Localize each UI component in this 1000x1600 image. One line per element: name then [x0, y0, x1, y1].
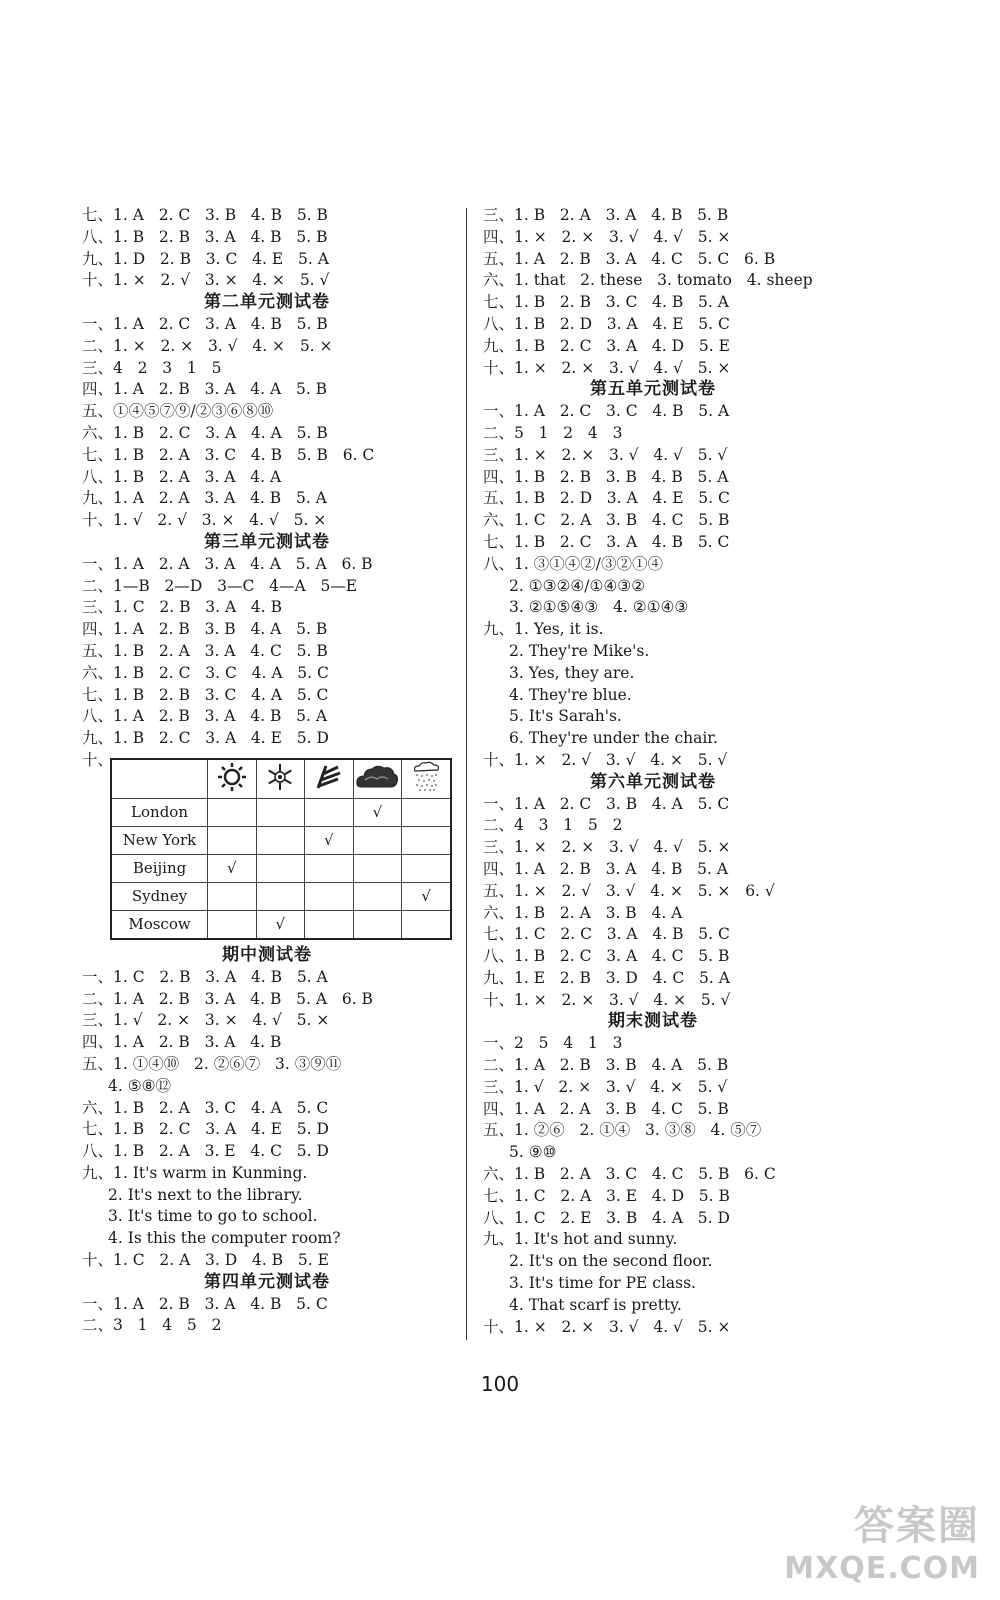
answer-line: 三、1. C 2. B 3. A 4. B [82, 598, 283, 617]
answer-line: 八、1. B 2. C 3. A 4. C 5. B [483, 947, 730, 966]
answer-line: 九、1. B 2. C 3. A 4. D 5. E [483, 336, 730, 355]
weather-table-header [111, 759, 451, 799]
check-cell [353, 826, 402, 854]
answer-line: 5. It's Sarah's. [509, 707, 622, 726]
answer-line: 三、1. × 2. × 3. √ 4. √ 5. √ [483, 445, 728, 464]
city-name: New York [111, 826, 208, 854]
weather-table [110, 758, 452, 940]
section-title: 期中测试卷 [222, 944, 312, 965]
answer-line: 七、1. C 2. C 3. A 4. B 5. C [483, 925, 730, 944]
cloudy-icon [353, 759, 402, 799]
answer-line: 二、1—B 2—D 3—C 4—A 5—E [82, 576, 358, 595]
answer-line: 四、1. A 2. B 3. A 4. B 5. A [483, 859, 729, 878]
answer-line: 四、1. A 2. A 3. B 4. C 5. B [483, 1099, 729, 1118]
answer-line: 四、1. × 2. × 3. √ 4. √ 5. × [483, 227, 731, 246]
answer-line: 5. ⑨⑩ [509, 1143, 557, 1162]
answer-line: 六、1. C 2. A 3. B 4. C 5. B [483, 511, 730, 530]
windy-icon [305, 759, 353, 799]
answer-line: 九、1. A 2. A 3. A 4. B 5. A [82, 489, 327, 508]
answer-line: 十、1. C 2. A 3. D 4. B 5. E [82, 1251, 329, 1270]
answer-line: 七、1. B 2. B 3. C 4. A 5. C [82, 685, 329, 704]
section-title: 第五单元测试卷 [590, 379, 716, 400]
answer-line: 一、1. A 2. C 3. B 4. A 5. C [483, 794, 730, 813]
answer-line: 八、1. B 2. A 3. A 4. A [82, 467, 282, 486]
section-title: 期末测试卷 [608, 1011, 698, 1032]
check-cell [305, 854, 353, 882]
answer-line: 九、1. It's warm in Kunming. [82, 1163, 308, 1182]
answer-line: 一、2 5 4 1 3 [483, 1034, 623, 1053]
check-cell [256, 798, 304, 826]
city-name: Beijing [111, 854, 208, 882]
answer-line: 五、①④⑤⑦⑨/②③⑥⑧⑩ [82, 402, 274, 421]
answer-line: 三、4 2 3 1 5 [82, 358, 222, 377]
answer-line: 2. ①③②④/①④③② [509, 576, 646, 595]
answer-line: 四、1. A 2. B 3. A 4. A 5. B [82, 380, 328, 399]
check-cell [208, 798, 256, 826]
check-cell: √ [256, 910, 304, 939]
check-cell: √ [305, 826, 353, 854]
answer-line: 八、1. B 2. B 3. A 4. B 5. B [82, 227, 328, 246]
answer-line: 六、1. B 2. A 3. C 4. A 5. C [82, 1098, 329, 1117]
answer-line: 七、1. B 2. C 3. A 4. B 5. C [483, 532, 730, 551]
answer-line: 六、1. that 2. these 3. tomato 4. sheep [483, 271, 813, 290]
answer-line: 4. ⑤⑧⑫ [108, 1076, 172, 1095]
check-cell [208, 826, 256, 854]
answer-line: 十、1. × 2. × 3. √ 4. × 5. √ [483, 990, 731, 1009]
check-cell [256, 826, 304, 854]
answer-line: 二、1. × 2. × 3. √ 4. × 5. × [82, 336, 333, 355]
answer-line: 四、1. A 2. B 3. B 4. A 5. B [82, 620, 328, 639]
answer-line: 九、1. D 2. B 3. C 4. E 5. A [82, 249, 329, 268]
check-cell [208, 910, 256, 939]
answer-line: 三、1. B 2. A 3. A 4. B 5. B [483, 206, 729, 224]
snowy-icon [256, 759, 304, 799]
answer-line: 3. It's time to go to school. [108, 1207, 318, 1226]
answer-line: 二、3 1 4 5 2 [82, 1316, 222, 1335]
answer-line: 五、1. ①④⑩ 2. ②⑥⑦ 3. ③⑨⑪ [82, 1054, 342, 1073]
answer-line: 十、1. × 2. × 3. √ 4. √ 5. × [483, 1317, 731, 1336]
answer-line: 十、1. × 2. × 3. √ 4. √ 5. × [483, 358, 731, 377]
answer-line: 九、1. B 2. C 3. A 4. E 5. D [82, 729, 329, 748]
check-cell: √ [353, 798, 402, 826]
answer-line: 十、1. √ 2. √ 3. × 4. √ 5. × [82, 511, 327, 530]
answer-line: 九、1. E 2. B 3. D 4. C 5. A [483, 968, 730, 987]
answer-line: 八、1. B 2. D 3. A 4. E 5. C [483, 314, 730, 333]
check-cell [305, 910, 353, 939]
check-cell [353, 882, 402, 910]
section-title: 第四单元测试卷 [204, 1271, 330, 1292]
right-column [483, 205, 823, 1338]
answer-line: 六、1. B 2. A 3. B 4. A [483, 903, 683, 922]
answer-line: 二、1. A 2. B 3. A 4. B 5. A 6. B [82, 989, 373, 1008]
check-cell [208, 882, 256, 910]
watermark [784, 1494, 980, 1586]
answer-line: 四、1. B 2. B 3. B 4. B 5. A [483, 467, 729, 486]
answer-line: 四、1. A 2. B 3. A 4. B [82, 1033, 282, 1052]
column-divider [466, 208, 467, 1340]
answer-line: 五、1. A 2. B 3. A 4. C 5. C 6. B [483, 249, 776, 268]
table-row [111, 910, 451, 939]
answer-line: 八、1. ③①④②/③②①④ [483, 554, 663, 573]
answer-line: 八、1. A 2. B 3. A 4. B 5. A [82, 707, 328, 726]
check-cell [256, 882, 304, 910]
answer-line: 4. They're blue. [509, 685, 632, 704]
watermark-logo-text: 答案圈 [854, 1503, 980, 1549]
answer-line: 2. It's next to the library. [108, 1185, 303, 1204]
answer-line: 八、1. B 2. A 3. E 4. C 5. D [82, 1142, 329, 1161]
answer-line: 五、1. B 2. A 3. A 4. C 5. B [82, 641, 328, 660]
answer-line: 七、1. B 2. A 3. C 4. B 5. B 6. C [82, 445, 375, 464]
answer-line: 二、5 1 2 4 3 [483, 423, 623, 442]
answer-line: 八、1. C 2. E 3. B 4. A 5. D [483, 1208, 730, 1227]
check-cell [353, 854, 402, 882]
answer-line: 六、1. B 2. C 3. C 4. A 5. C [82, 663, 329, 682]
answer-line: 6. They're under the chair. [509, 729, 718, 748]
table-row [111, 826, 451, 854]
section-title: 第三单元测试卷 [204, 531, 330, 552]
section-title: 第六单元测试卷 [590, 771, 716, 792]
answer-line: 一、1. A 2. C 3. A 4. B 5. B [82, 314, 328, 333]
check-cell [256, 854, 304, 882]
answer-line: 三、1. √ 2. × 3. × 4. √ 5. × [82, 1011, 330, 1030]
answer-line: 4. Is this the computer room? [108, 1229, 341, 1248]
answer-line: 一、1. A 2. B 3. A 4. B 5. C [82, 1294, 328, 1313]
answer-line: 3. It's time for PE class. [509, 1274, 696, 1293]
answer-line: 3. ②①⑤④③ 4. ②①④③ [509, 598, 689, 617]
check-cell [402, 910, 451, 939]
answer-line: 七、1. C 2. A 3. E 4. D 5. B [483, 1186, 730, 1205]
answer-line: 五、1. × 2. √ 3. √ 4. × 5. × 6. √ [483, 881, 775, 900]
answer-line: 一、1. A 2. A 3. A 4. A 5. A 6. B [82, 554, 373, 573]
weather-table-section [82, 750, 452, 945]
check-cell [402, 826, 451, 854]
answer-line: 五、1. ②⑥ 2. ①④ 3. ③⑧ 4. ⑤⑦ [483, 1121, 762, 1140]
city-name: London [111, 798, 208, 826]
header-empty-cell [111, 759, 208, 799]
check-cell [402, 798, 451, 826]
answer-line: 六、1. B 2. C 3. A 4. A 5. B [82, 423, 328, 442]
answer-line: 三、1. × 2. × 3. √ 4. √ 5. × [483, 838, 731, 857]
answer-line: 三、1. √ 2. × 3. √ 4. × 5. √ [483, 1077, 728, 1096]
answer-line: 十、1. × 2. √ 3. × 4. × 5. √ [82, 271, 330, 290]
watermark-url: MXQE.COM [784, 1551, 980, 1586]
answer-line: 一、1. A 2. C 3. C 4. B 5. A [483, 402, 730, 421]
check-cell [305, 882, 353, 910]
answer-line: 2. They're Mike's. [509, 641, 650, 660]
page-number: 100 [480, 1372, 520, 1396]
left-column [82, 205, 452, 1337]
answer-line: 十、1. × 2. √ 3. √ 4. × 5. √ [483, 750, 728, 769]
answer-line: 二、1. A 2. B 3. B 4. A 5. B [483, 1056, 729, 1075]
check-cell: √ [402, 882, 451, 910]
answer-line: 七、1. A 2. C 3. B 4. B 5. B [82, 206, 328, 224]
section-label: 十、 [82, 750, 114, 769]
check-cell [353, 910, 402, 939]
table-row [111, 854, 451, 882]
sunny-icon [208, 759, 256, 799]
city-name: Moscow [111, 910, 208, 939]
answer-line: 2. It's on the second floor. [509, 1252, 713, 1271]
check-cell [305, 798, 353, 826]
section-title: 第二单元测试卷 [204, 292, 330, 313]
answer-line: 七、1. B 2. B 3. C 4. B 5. A [483, 293, 729, 312]
answer-line: 一、1. C 2. B 3. A 4. B 5. A [82, 967, 328, 986]
answer-line: 六、1. B 2. A 3. C 4. C 5. B 6. C [483, 1165, 776, 1184]
answer-line: 九、1. Yes, it is. [483, 620, 604, 639]
check-cell: √ [208, 854, 256, 882]
answer-line: 五、1. B 2. D 3. A 4. E 5. C [483, 489, 730, 508]
rainy-icon [402, 759, 451, 799]
table-row [111, 882, 451, 910]
city-name: Sydney [111, 882, 208, 910]
answer-line: 二、4 3 1 5 2 [483, 816, 623, 835]
answer-line: 七、1. B 2. C 3. A 4. E 5. D [82, 1120, 329, 1139]
table-row [111, 798, 451, 826]
check-cell [402, 854, 451, 882]
answer-line: 4. That scarf is pretty. [509, 1295, 682, 1314]
answer-line: 3. Yes, they are. [509, 663, 635, 682]
answer-line: 九、1. It's hot and sunny. [483, 1230, 678, 1249]
